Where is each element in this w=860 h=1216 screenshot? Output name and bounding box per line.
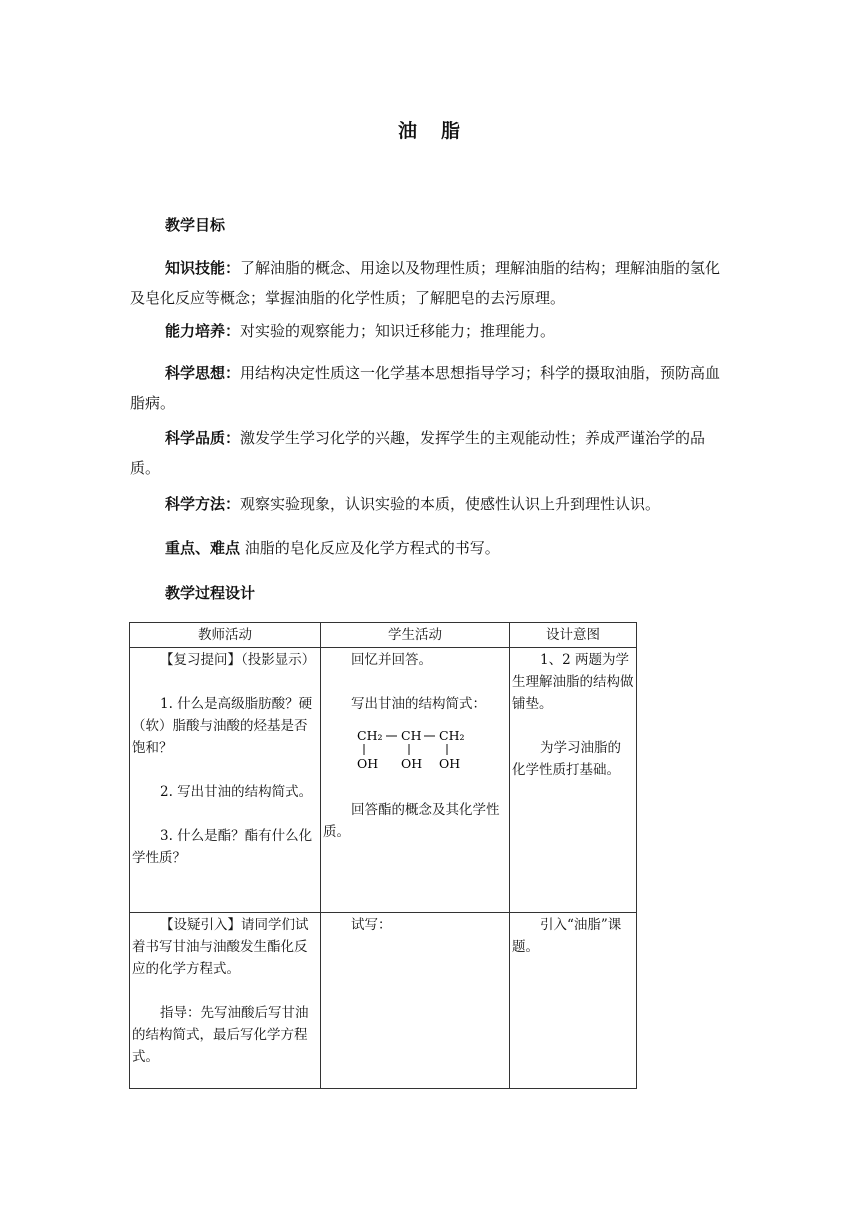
table-row: [130, 648, 637, 913]
teacher-guide: 指导：先写油酸后写甘油的结构简式，最后写化学方程式。: [132, 1005, 309, 1065]
process-heading: 教学过程设计: [165, 584, 256, 602]
header-teacher-activity: 教师活动: [130, 623, 321, 648]
title-part-2: 脂: [441, 120, 463, 142]
section-label: 科学思想：: [165, 364, 241, 382]
purpose-1: 引入“油脂”课题。: [512, 917, 622, 955]
student-cell: [321, 913, 510, 1089]
goals-heading: 教学目标: [165, 216, 226, 234]
purpose-2: 为学习油脂的化学性质打基础。: [512, 740, 621, 778]
formula-group-1: CH₂: [357, 728, 383, 743]
purpose-1: 1、2 两题为学生理解油脂的结构做铺垫。: [512, 652, 634, 712]
formula-oh-3: OH: [439, 756, 461, 771]
teacher-cell: [130, 648, 321, 913]
formula-oh-2: OH: [401, 756, 423, 771]
student-answer-2: 写出甘油的结构简式：: [351, 696, 486, 712]
glycerol-structure-formula: [357, 727, 507, 771]
formula-group-2: CH: [401, 728, 422, 743]
section-method: [130, 489, 734, 519]
section-label: 知识技能：: [165, 259, 241, 277]
section-knowledge: [130, 253, 734, 313]
section-ability: [130, 316, 734, 346]
section-text: 油脂的皂化反应及化学方程式的书写。: [240, 539, 500, 557]
header-student-activity: 学生活动: [321, 623, 510, 648]
table-header-row: [130, 623, 637, 648]
section-thinking: [130, 358, 734, 418]
section-text: 激发学生学习化学的兴趣，发挥学生的主观能动性；养成严谨治学的品质。: [130, 429, 706, 477]
purpose-cell: [510, 913, 637, 1089]
student-cell: [321, 648, 510, 913]
section-key-points: [130, 533, 734, 563]
table-row: [130, 913, 637, 1089]
formula-oh-1: OH: [357, 756, 379, 771]
student-answer-1: 回忆并回答。: [351, 652, 432, 668]
section-label: 科学方法：: [165, 495, 241, 513]
page-title: [0, 116, 860, 143]
section-label: 能力培养：: [165, 322, 241, 340]
teaching-process-table: [129, 622, 637, 1089]
section-text: 观察实验现象，认识实验的本质，使感性认识上升到理性认识。: [240, 495, 661, 513]
header-design-purpose: 设计意图: [510, 623, 637, 648]
section-text: 用结构决定性质这一化学基本思想指导学习；科学的摄取油脂，预防高血脂病。: [130, 364, 721, 412]
question-3: 3. 什么是酯？酯有什么化学性质？: [132, 828, 313, 866]
student-answer-1: 试写：: [351, 917, 392, 933]
section-label: 科学品质：: [165, 429, 241, 447]
section-text: 对实验的观察能力；知识迁移能力；推理能力。: [240, 322, 556, 340]
question-1: 1. 什么是高级脂肪酸？硬（软）脂酸与油酸的烃基是否饱和？: [132, 696, 313, 756]
teacher-cell: [130, 913, 321, 1089]
teacher-intro: 【复习提问】（投影显示）: [160, 652, 316, 668]
purpose-cell: [510, 648, 637, 913]
section-label: 重点、难点: [165, 539, 241, 557]
student-answer-3: 回答酯的概念及其化学性质。: [323, 802, 500, 840]
question-2: 2. 写出甘油的结构简式。: [160, 784, 313, 800]
title-part-1: 油: [397, 120, 419, 142]
formula-group-3: CH₂: [439, 728, 465, 743]
teacher-intro: 【设疑引入】请同学们试着书写甘油与油酸发生酯化反应的化学方程式。: [132, 917, 309, 977]
section-text: 了解油脂的概念、用途以及物理性质；理解油脂的结构；理解油脂的氢化及皂化反应等概念；掌握油脂的化学性质；了解肥皂的去污原理。: [130, 259, 721, 307]
glycerol-structure-svg: [357, 727, 477, 771]
section-quality: [130, 423, 734, 483]
